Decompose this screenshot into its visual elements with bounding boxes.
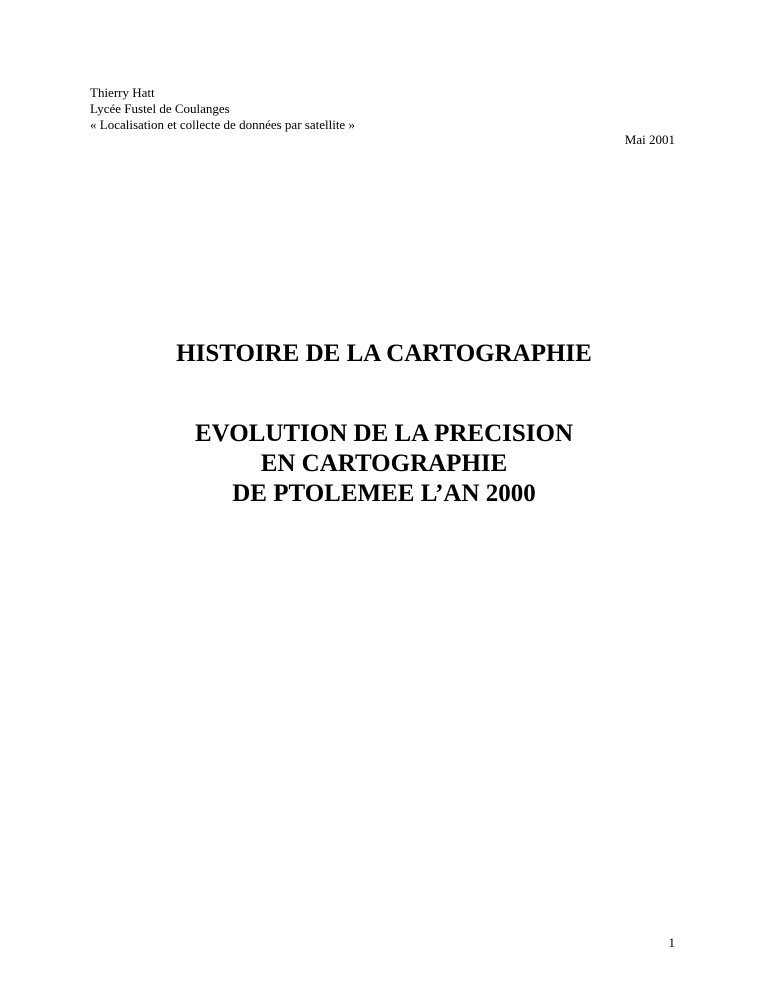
subtitle xyxy=(0,419,768,509)
document-date: Mai 2001 xyxy=(624,132,675,147)
subtitle-line: DE PTOLEMEE L’AN 2000 xyxy=(232,480,536,507)
main-title: HISTOIRE DE LA CARTOGRAPHIE xyxy=(176,340,592,367)
author-name: Thierry Hatt xyxy=(90,85,155,100)
page-number: 1 xyxy=(668,935,675,950)
course-title: « Localisation et collecte de données par satellite » xyxy=(90,117,355,132)
document-header xyxy=(90,85,355,133)
school-name: Lycée Fustel de Coulanges xyxy=(90,101,230,116)
subtitle-line: EN CARTOGRAPHIE xyxy=(260,450,508,477)
subtitle-line: EVOLUTION DE LA PRECISION xyxy=(194,420,574,447)
